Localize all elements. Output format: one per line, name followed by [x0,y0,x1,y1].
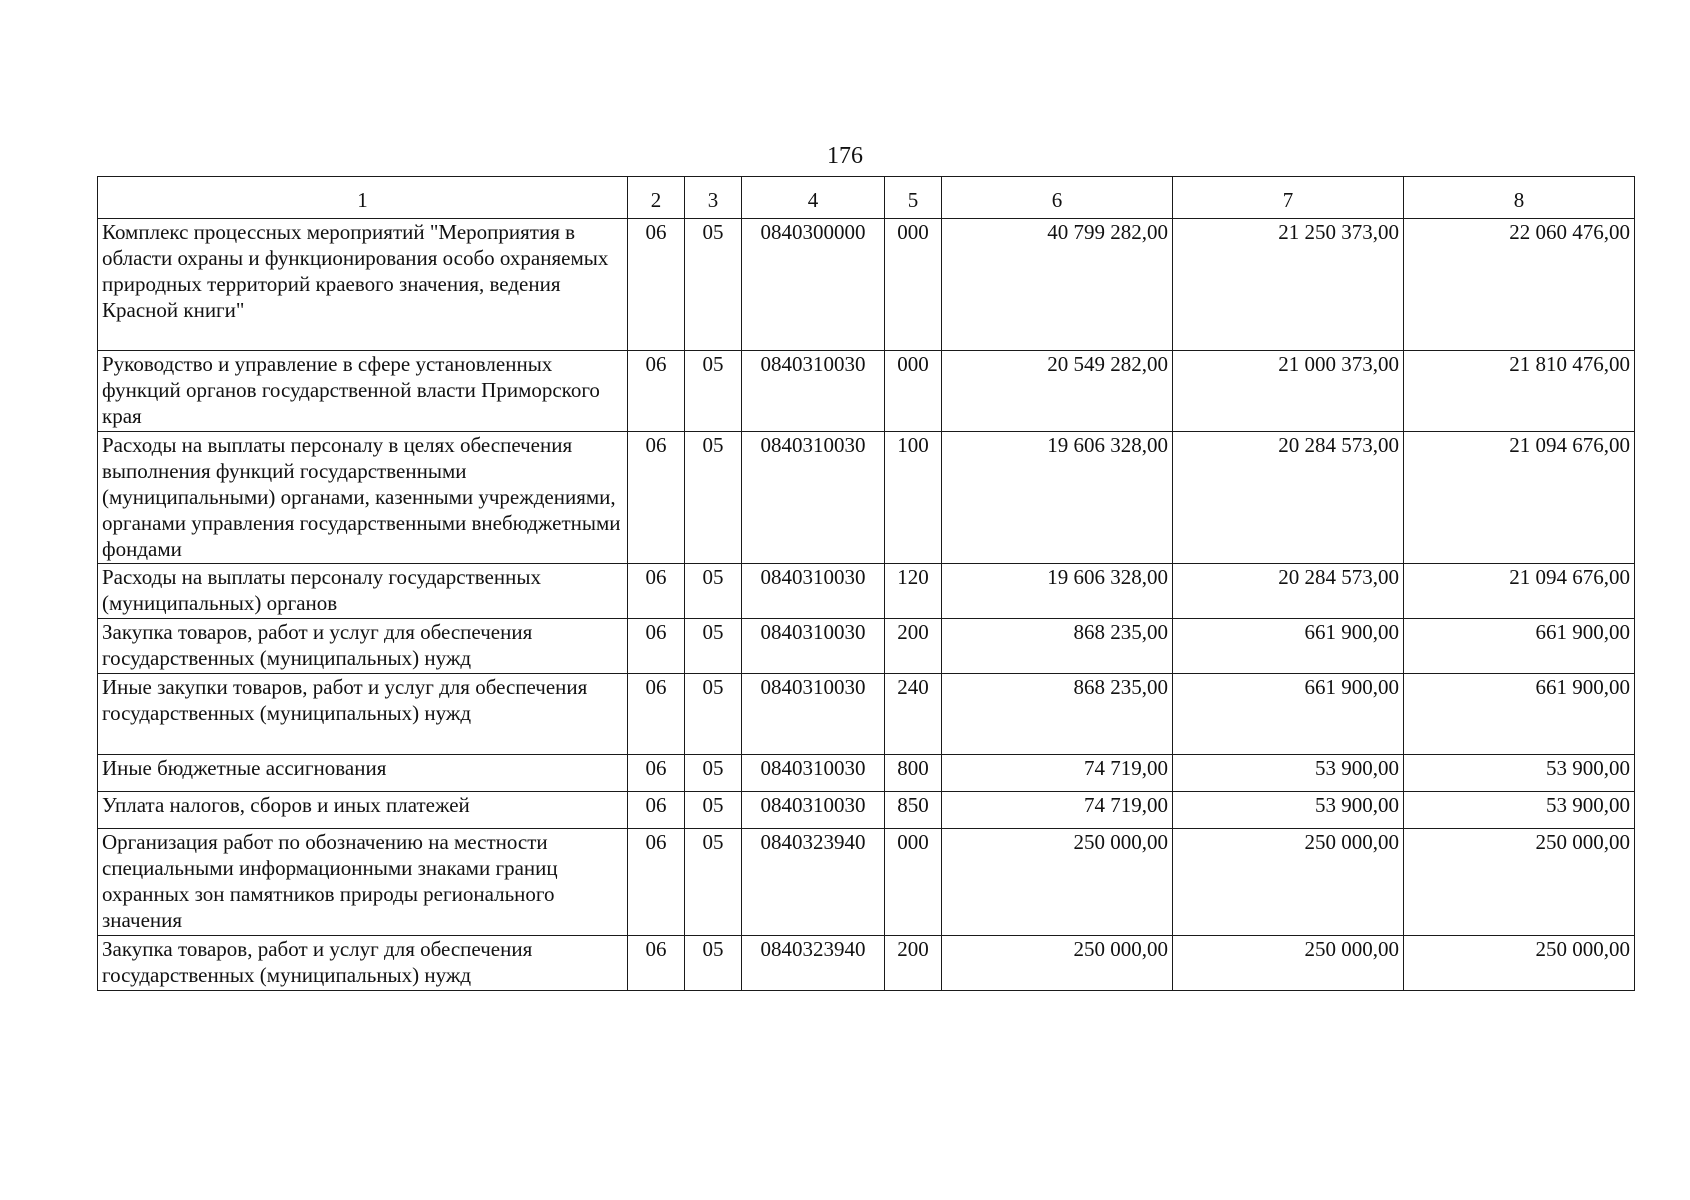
amount-col8-cell: 22 060 476,00 [1404,219,1635,351]
expense-type-cell: 200 [885,936,942,991]
target-article-cell: 0840310030 [742,755,885,792]
amount-col6-cell: 868 235,00 [942,619,1173,674]
subsection-code-cell: 05 [685,755,742,792]
subsection-code-cell: 05 [685,432,742,564]
amount-col8-cell: 21 094 676,00 [1404,564,1635,619]
section-code-cell: 06 [628,351,685,432]
budget-table [97,176,1635,991]
target-article-cell: 0840323940 [742,829,885,936]
amount-col6-cell: 19 606 328,00 [942,564,1173,619]
section-code-cell: 06 [628,755,685,792]
amount-col8-cell: 250 000,00 [1404,936,1635,991]
table-row [98,674,1635,755]
table-header-row [98,177,1635,219]
subsection-code-cell: 05 [685,792,742,829]
amount-col6-cell: 40 799 282,00 [942,219,1173,351]
expense-name-cell: Закупка товаров, работ и услуг для обеспечения государственных (муниципальных) нужд [98,936,628,991]
subsection-code-cell: 05 [685,564,742,619]
table-row [98,936,1635,991]
section-code-cell: 06 [628,432,685,564]
table-row [98,619,1635,674]
amount-col8-cell: 661 900,00 [1404,619,1635,674]
amount-col7-cell: 21 000 373,00 [1173,351,1404,432]
expense-type-cell: 200 [885,619,942,674]
amount-col8-cell: 53 900,00 [1404,792,1635,829]
section-code-cell: 06 [628,219,685,351]
amount-col8-cell: 21 810 476,00 [1404,351,1635,432]
expense-name-cell: Расходы на выплаты персоналу в целях обеспечения выполнения функций государственными (муниципальными) органами, казенными учреждениями, органами управления государственными внебюджетными фондами [98,432,628,564]
amount-col7-cell: 661 900,00 [1173,619,1404,674]
subsection-code-cell: 05 [685,674,742,755]
target-article-cell: 0840310030 [742,792,885,829]
column-header: 5 [885,177,942,219]
target-article-cell: 0840310030 [742,674,885,755]
amount-col8-cell: 21 094 676,00 [1404,432,1635,564]
expense-name-cell: Уплата налогов, сборов и иных платежей [98,792,628,829]
column-header: 4 [742,177,885,219]
subsection-code-cell: 05 [685,219,742,351]
amount-col6-cell: 250 000,00 [942,936,1173,991]
section-code-cell: 06 [628,564,685,619]
expense-name-cell: Иные закупки товаров, работ и услуг для обеспечения государственных (муниципальных) нужд [98,674,628,755]
table-row [98,755,1635,792]
table-row [98,829,1635,936]
amount-col6-cell: 250 000,00 [942,829,1173,936]
table-row [98,351,1635,432]
amount-col6-cell: 74 719,00 [942,755,1173,792]
target-article-cell: 0840310030 [742,619,885,674]
section-code-cell: 06 [628,619,685,674]
subsection-code-cell: 05 [685,351,742,432]
amount-col8-cell: 250 000,00 [1404,829,1635,936]
expense-type-cell: 000 [885,219,942,351]
amount-col6-cell: 19 606 328,00 [942,432,1173,564]
amount-col6-cell: 868 235,00 [942,674,1173,755]
expense-name-cell: Комплекс процессных мероприятий "Мероприятия в области охраны и функционирования особо охраняемых природных территорий краевого значения, ведения Красной книги" [98,219,628,351]
column-header: 3 [685,177,742,219]
expense-type-cell: 240 [885,674,942,755]
page-number: 176 [827,143,863,169]
subsection-code-cell: 05 [685,936,742,991]
section-code-cell: 06 [628,936,685,991]
table-row [98,219,1635,351]
amount-col7-cell: 250 000,00 [1173,829,1404,936]
amount-col8-cell: 661 900,00 [1404,674,1635,755]
expense-type-cell: 800 [885,755,942,792]
target-article-cell: 0840310030 [742,351,885,432]
expense-name-cell: Руководство и управление в сфере установленных функций органов государственной власти Приморского края [98,351,628,432]
section-code-cell: 06 [628,829,685,936]
subsection-code-cell: 05 [685,829,742,936]
expense-name-cell: Расходы на выплаты персоналу государственных (муниципальных) органов [98,564,628,619]
expense-name-cell: Организация работ по обозначению на местности специальными информационными знаками границ охранных зон памятников природы регионального значения [98,829,628,936]
target-article-cell: 0840310030 [742,432,885,564]
table-row [98,432,1635,564]
section-code-cell: 06 [628,674,685,755]
expense-name-cell: Иные бюджетные ассигнования [98,755,628,792]
amount-col7-cell: 20 284 573,00 [1173,432,1404,564]
target-article-cell: 0840323940 [742,936,885,991]
expense-type-cell: 000 [885,829,942,936]
column-header: 6 [942,177,1173,219]
section-code-cell: 06 [628,792,685,829]
target-article-cell: 0840310030 [742,564,885,619]
amount-col7-cell: 20 284 573,00 [1173,564,1404,619]
table-row [98,564,1635,619]
amount-col6-cell: 74 719,00 [942,792,1173,829]
target-article-cell: 0840300000 [742,219,885,351]
amount-col7-cell: 53 900,00 [1173,792,1404,829]
amount-col8-cell: 53 900,00 [1404,755,1635,792]
amount-col6-cell: 20 549 282,00 [942,351,1173,432]
expense-type-cell: 850 [885,792,942,829]
table-row [98,792,1635,829]
expense-type-cell: 120 [885,564,942,619]
column-header: 8 [1404,177,1635,219]
expense-type-cell: 100 [885,432,942,564]
subsection-code-cell: 05 [685,619,742,674]
expense-type-cell: 000 [885,351,942,432]
amount-col7-cell: 250 000,00 [1173,936,1404,991]
column-header: 2 [628,177,685,219]
expense-name-cell: Закупка товаров, работ и услуг для обеспечения государственных (муниципальных) нужд [98,619,628,674]
amount-col7-cell: 53 900,00 [1173,755,1404,792]
amount-col7-cell: 661 900,00 [1173,674,1404,755]
column-header: 7 [1173,177,1404,219]
column-header: 1 [98,177,628,219]
amount-col7-cell: 21 250 373,00 [1173,219,1404,351]
